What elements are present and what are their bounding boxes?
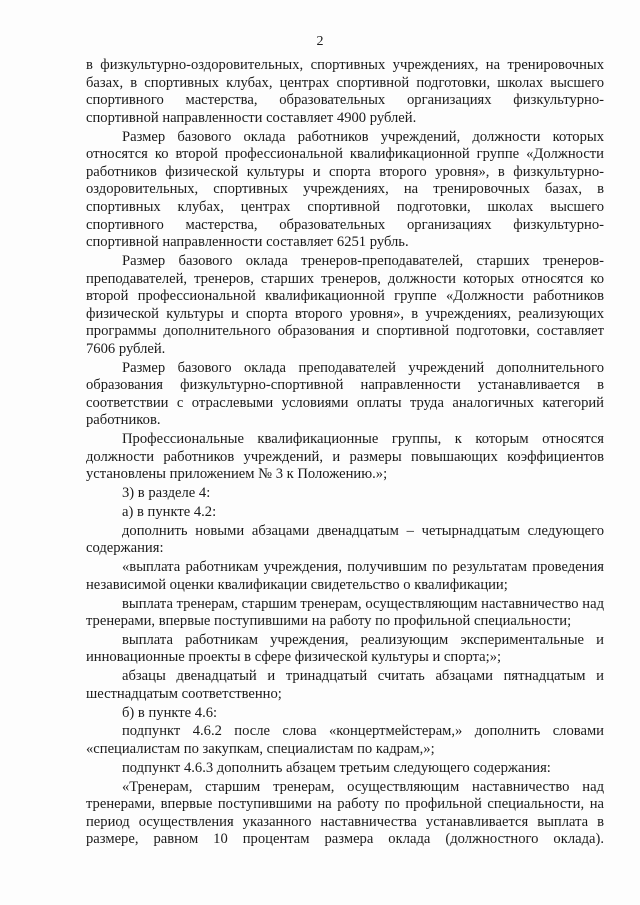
paragraph-1: в физкультурно-оздоровительных, спортивных учреждениях, на тренировочных базах, в спортивных клубах, центрах спортивной подготовки, школах высшего спортивного мастерства, образовательных организациях физкультурно-спортивной направленности составляет 4900 рублей. — [86, 57, 604, 126]
paragraph-4: Размер базового оклада преподавателей учреждений дополнительного образования физкультурно-спортивной направленности устанавливается в соответствии с отраслевыми условиями оплаты труда аналогичных категорий работников. — [86, 359, 604, 429]
paragraph-9: «выплата работникам учреждения, получившим по результатам проведения независимой оценки квалификации свидетельство о квалификации; — [86, 559, 604, 593]
paragraph-6: 3) в разделе 4: — [122, 485, 211, 502]
paragraph-15: подпункт 4.6.3 дополнить абзацем третьим следующего содержания: — [122, 759, 551, 776]
paragraph-2: Размер базового оклада работников учреждений, должности которых относятся ко второй профессиональной квалификационной группе «Должности работников физической культуры и спорта второго уровня», в физкультурно-оздоровительных, спортивных учреждениях, на тренировочных базах, в спортивных клубах, центрах спортивной подготовки, школах высшего спортивного мастерства, образовательных организациях физкультурно-спортивной направленности составляет 6251 рубль. — [86, 128, 604, 251]
paragraph-13: б) в пункте 4.6: — [122, 704, 218, 721]
paragraph-12: абзацы двенадцатый и тринадцатый считать абзацами пятнадцатым и шестнадцатым соответственно; — [86, 668, 604, 702]
page-number: 2 — [316, 34, 324, 49]
paragraph-11: выплата работникам учреждения, реализующим экспериментальные и инновационные проекты в сфере физической культуры и спорта;»; — [86, 631, 604, 666]
paragraph-3: Размер базового оклада тренеров-преподавателей, старших тренеров-преподавателей, тренеров, старших тренеров, должности которых относятся ко второй профессиональной квалификационной группе «Должности работников физической культуры и спорта второго уровня», в учреждениях, реализующих программы дополнительного образования и спортивной подготовки, составляет 7606 рублей. — [86, 252, 604, 357]
document-body — [86, 57, 604, 850]
paragraph-10: выплата тренерам, старшим тренерам, осуществляющим наставничество над тренерами, впервые поступившими на работу по профильной специальности; — [86, 595, 604, 630]
paragraph-7: а) в пункте 4.2: — [122, 503, 217, 520]
paragraph-14: подпункт 4.6.2 после слова «концертмейстерам,» дополнить словами «специалистам по закупкам, специалистам по кадрам,»; — [86, 723, 604, 757]
paragraph-8: дополнить новыми абзацами двенадцатым – четырнадцатым следующего содержания: — [86, 522, 604, 557]
paragraph-5: Профессиональные квалификационные группы, к которым относятся должности работников учреждений, и размеры повышающих коэффициентов установлены приложением № 3 к Положению.»; — [86, 431, 604, 483]
paragraph-16: «Тренерам, старшим тренерам, осуществляющим наставничество над тренерами, впервые поступившими на работу по профильной специальности, на период осуществления указанного наставничества устанавливается выплата в размере, равном 10 процентам размера оклада (должностного оклада). — [86, 778, 604, 848]
